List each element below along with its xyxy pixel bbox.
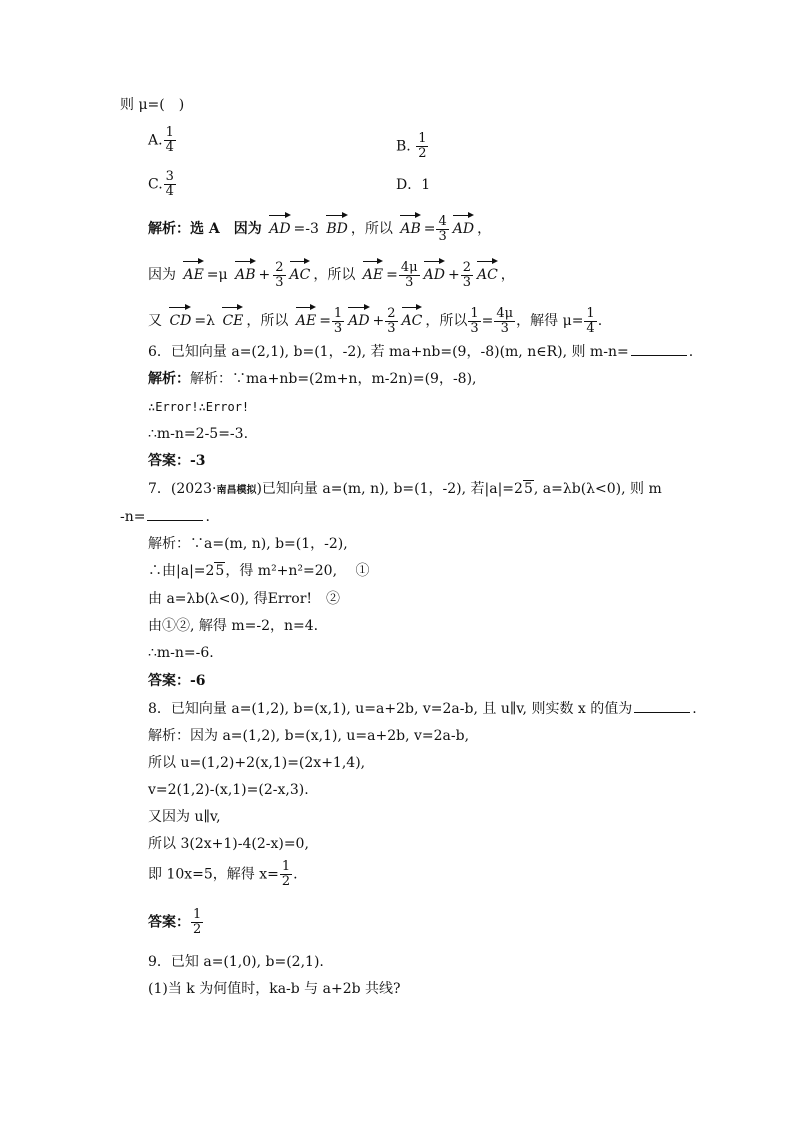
analysis-6-3: ∴m-n=2-5=-3. (148, 426, 249, 442)
analysis-6-1: 解析：解析：∵ma+nb=(2m+n，m-2n)=(9，-8), (148, 371, 477, 387)
answer-8: 答案： $\frac{1}{2}$ (148, 907, 202, 937)
analysis-7-2: ∴由|a|=25，得 m²+n²=20, ① (148, 563, 370, 579)
option-d: D．1 (396, 177, 431, 193)
question-8: 8．已知向量 a=(1,2), b=(x,1), u=a+2b, v=2a-b, 且 u∥v, 则实数 x 的值为 . (148, 701, 697, 717)
analysis-8-1: 解析：因为 a=(1,2), b=(x,1), u=a+2b, v=2a-b, (148, 728, 470, 744)
option-c: C. $\frac{3}{4}$ (148, 169, 174, 199)
answer-6: 答案：-3 (148, 453, 206, 469)
analysis-8-2: 所以 u=(1,2)+2(x,1)=(2x+1,4), (148, 755, 366, 771)
analysis-7-1: 解析：∵a=(m, n), b=(1，-2), (148, 536, 348, 552)
answer-blank (634, 700, 690, 713)
question-6: 6．已知向量 a=(2,1), b=(1，-2), 若 ma+nb=(9，-8)(m, n∈R), 则 m-n= . (148, 344, 694, 360)
analysis-8-5: 所以 3(2x+1)-4(2-x)=0, (148, 836, 309, 852)
option-b: B. $\frac{1}{2}$ (396, 131, 427, 161)
analysis-8-6: 即 10x=5，解得 x= $\frac{1}{2}$ . (148, 859, 298, 889)
analysis-7-4: 由①②, 解得 m=-2，n=4. (148, 618, 319, 634)
analysis-line-3: 又 CD =λ CE ，所以 AE = $\frac{1}{3}$ AD + $\frac{2}{3}$ AC ，所以 $\frac{1}{3}$ = $\frac{4\mu}{3}$ ，解得 μ= $\frac{1}{4}$ . (148, 305, 603, 336)
question-7-line-2: -n= . (120, 509, 210, 525)
question-7-line-1: 7．(2023·南昌模拟)已知向量 a=(m, n), b=(1，-2), 若|a|=25, a=λb(λ<0), 则 m (148, 481, 662, 497)
analysis-8-3: v=2(1,2)-(x,1)=(2-x,3). (148, 782, 309, 798)
analysis-7-5: ∴m-n=-6. (148, 645, 214, 661)
analysis-7-3: 由 a=λb(λ<0), 得Error! ② (148, 591, 341, 607)
analysis-8-4: 又因为 u∥v, (148, 809, 221, 825)
analysis-line-2: 因为 AE =μ AB + $\frac{2}{3}$ AC ，所以 AE = $\frac{4\mu}{3}$ AD + $\frac{2}{3}$ AC ， (148, 259, 515, 290)
analysis-6-2: ∴Error!∴Error! (148, 400, 250, 414)
question-9-part-1: (1)当 k 为何值时，ka-b 与 a+2b 共线? (148, 981, 401, 997)
option-a: A. $\frac{1}{4}$ (148, 125, 174, 155)
line-question-mu: 则 μ=( ) (120, 97, 185, 113)
answer-7: 答案：-6 (148, 673, 206, 689)
analysis-line-1: 解析：选 A 因为 AD =-3 BD ，所以 AB = $\frac{4}{3}$ AD ， (148, 213, 492, 244)
question-9: 9．已知 a=(1,0), b=(2,1). (148, 954, 324, 970)
answer-blank (631, 343, 687, 356)
answer-blank (147, 508, 203, 521)
